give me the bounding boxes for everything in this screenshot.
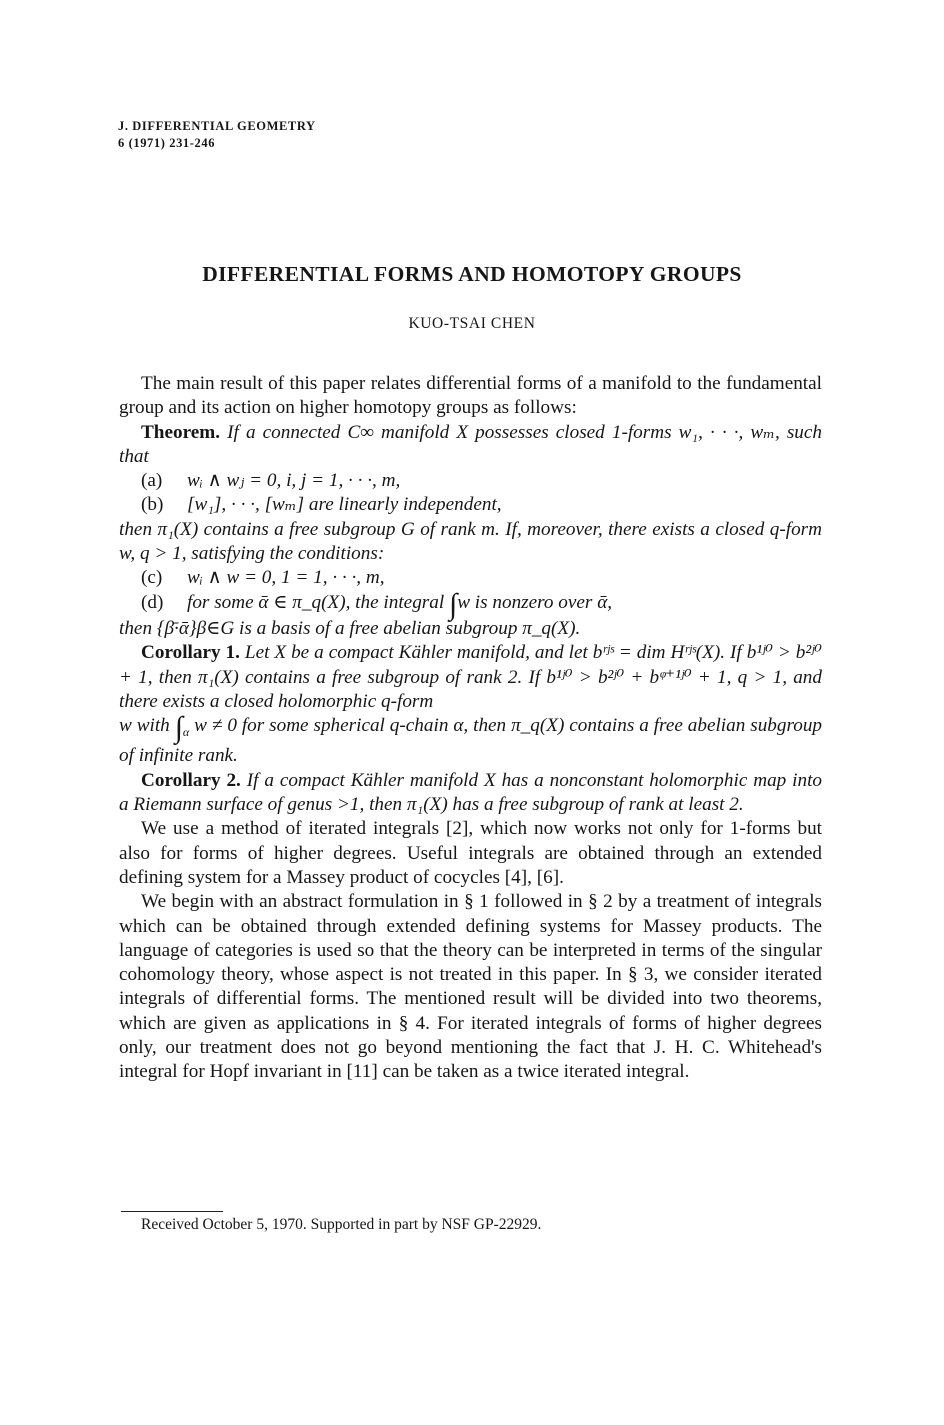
corollary-1-text: Let X be a compact Kähler manifold, and let bʳʲˢ = dim Hʳʲˢ(X). If b¹ʲ⁰ > b²ʲ⁰ + 1, then π₁(X) contains a free subgroup of rank 2. If b¹ʲ⁰ > b²ʲ⁰ + bᵠ⁺¹ʲ⁰ + 1, q > 1, and there exists a closed holomorphic q-form — [119, 642, 822, 712]
journal-volume: 6 (1971) 231-246 — [118, 136, 216, 150]
theorem-condition-b — [119, 493, 822, 517]
footnote-divider — [121, 1211, 223, 1212]
paragraph-iterated-integrals: We use a method of iterated integrals [2], which now works not only for 1-forms but also for forms of higher degrees. Useful integrals are obtained through an extended defining system for a Massey product of cocycles [4], [6]. — [119, 818, 822, 888]
journal-name: J. DIFFERENTIAL GEOMETRY — [118, 119, 316, 133]
paper-author: KUO-TSAI CHEN — [408, 315, 536, 332]
integral-sign: ∫ — [174, 711, 183, 745]
journal-header — [118, 118, 316, 152]
theorem-then-1: then π₁(X) contains a free subgroup G of rank m. If, moreover, there exists a closed q-form w, q > 1, satisfying the conditions: — [119, 518, 822, 565]
theorem-then-2: then {β̄·ᾱ}β∈G is a basis of a free abelian subgroup π_q(X). — [119, 617, 581, 639]
condition-d-label: (d) — [141, 591, 164, 613]
corollary-2 — [119, 769, 822, 818]
theorem-text: If a connected C∞ manifold X possesses closed 1-forms w₁, · · ·, wₘ, such that — [119, 421, 823, 467]
paragraph-outline: We begin with an abstract formulation in § 1 followed in § 2 by a treatment of integrals which can be obtained through extended defining systems for Massey products. The language of categories is used so that the theory can be interpreted in terms of the singular cohomology theory, whose aspect is not treated in this paper. In § 3, we consider iterated integrals of differential forms. The mentioned result will be divided into two theorems, which are given as applications in § 4. For iterated integrals of forms of higher degrees only, our treatment does not go beyond mentioning the fact that J. H. C. Whitehead's integral for Hopf invariant in [11] can be taken as a twice iterated integral. — [119, 891, 822, 1083]
condition-c-label: (c) — [141, 567, 163, 589]
theorem-condition-a — [119, 469, 822, 493]
condition-d-text-pre: for some ᾱ ∈ π_q(X), the integral — [187, 591, 445, 613]
intro-paragraph: The main result of this paper relates differential forms of a manifold to the fundamental group and its action on higher homotopy groups as follows: — [119, 373, 822, 419]
condition-a-text: wᵢ ∧ wⱼ = 0, i, j = 1, · · ·, m, — [187, 470, 401, 492]
footnote: Received October 5, 1970. Supported in part by NSF GP-22929. — [141, 1216, 542, 1233]
condition-a-label: (a) — [141, 470, 163, 492]
integral-subscript: α — [182, 725, 190, 740]
theorem-condition-c — [119, 566, 822, 590]
integral-sign: ∫ — [448, 587, 458, 621]
condition-d-text-post: w is nonzero over ᾱ, — [457, 591, 613, 613]
corollary-1-text-pre: w with — [119, 715, 170, 737]
paper-body — [119, 372, 822, 1085]
corollary-1 — [119, 641, 822, 714]
corollary-1-text-post: w ≠ 0 for some spherical q-chain α, then π_q(X) contains a free abelian subgroup of infinite rank. — [119, 715, 823, 767]
corollary-1-label: Corollary 1. — [141, 642, 240, 664]
condition-b-text: [w₁], · · ·, [wₘ] are linearly independent, — [187, 494, 502, 516]
theorem-statement — [119, 421, 822, 470]
theorem-condition-d — [119, 587, 822, 621]
paper-title: DIFFERENTIAL FORMS AND HOMOTOPY GROUPS — [202, 262, 742, 286]
corollary-1-continued — [119, 711, 823, 769]
theorem-label: Theorem. — [141, 421, 221, 443]
corollary-2-text: If a compact Kähler manifold X has a nonconstant holomorphic map into a Riemann surface of genus >1, then π₁(X) has a free subgroup of rank at least 2. — [119, 769, 822, 816]
corollary-2-label: Corollary 2. — [141, 769, 241, 791]
condition-b-label: (b) — [141, 494, 164, 516]
condition-c-text: wᵢ ∧ w = 0, 1 = 1, · · ·, m, — [187, 567, 385, 589]
